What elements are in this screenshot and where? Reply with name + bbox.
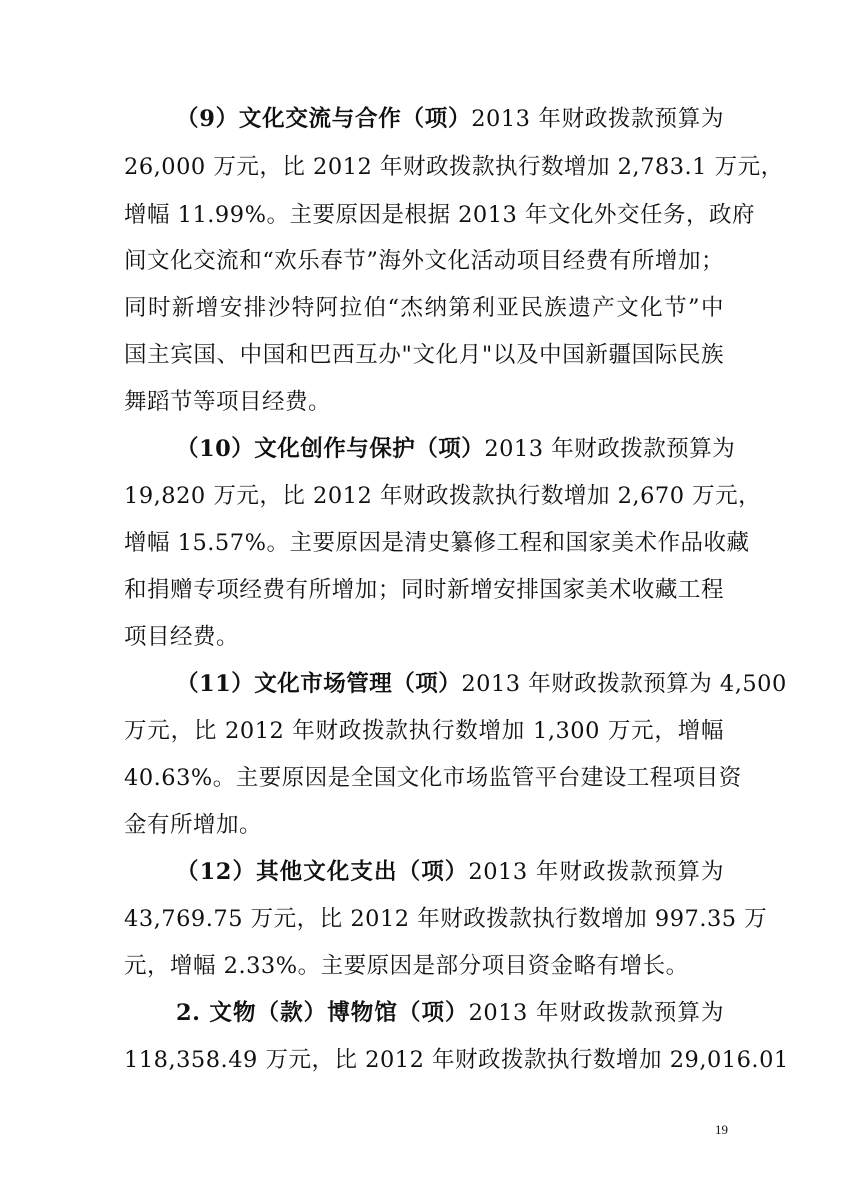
section-10-heading: （10）文化创作与保护（项） [176, 436, 485, 462]
section-9-line-4: 间文化交流和“欢乐春节”海外文化活动项目经费有所增加； [124, 248, 724, 274]
section-10-line-5: 项目经费。 [124, 624, 240, 650]
section-10-line-2: 19,820 万元，比 2012 年财政拨款执行数增加 2,670 万元， [124, 483, 762, 509]
section-10-line-3: 增幅 15.57%。主要原因是清史纂修工程和国家美术作品收藏 [124, 530, 750, 556]
section-9-line-3: 增幅 11.99%。主要原因是根据 2013 年文化外交任务，政府 [124, 202, 756, 228]
section-11-line-1 [176, 662, 787, 706]
section-10-line-4: 和捐赠专项经费有所增加；同时新增安排国家美术收藏工程 [124, 577, 724, 603]
section-12-text-1: 2013 年财政拨款预算为 [468, 859, 724, 885]
section-2-text-1: 2013 年财政拨款预算为 [468, 1000, 724, 1026]
section-9-line-1 [176, 97, 724, 141]
page-number: 19 [715, 1122, 728, 1137]
section-2-line-2: 118,358.49 万元，比 2012 年财政拨款执行数增加 29,016.01 [124, 1047, 789, 1073]
section-9-line-5: 同时新增安排沙特阿拉伯“杰纳第利亚民族遗产文化节”中 [124, 295, 724, 321]
section-9-line-6: 国主宾国、中国和巴西互办"文化月"以及中国新疆国际民族 [124, 342, 724, 368]
section-11-line-2: 万元，比 2012 年财政拨款执行数增加 1,300 万元，增幅 [124, 718, 724, 744]
section-12-line-2: 43,769.75 万元，比 2012 年财政拨款执行数增加 997.35 万 [124, 906, 768, 932]
section-11-line-3: 40.63%。主要原因是全国文化市场监管平台建设工程项目资 [124, 765, 742, 791]
section-9-text-1: 2013 年财政拨款预算为 [471, 106, 724, 132]
section-12-line-3: 元，增幅 2.33%。主要原因是部分项目资金略有增长。 [124, 953, 689, 979]
section-12-line-1 [176, 850, 724, 894]
section-10-line-1 [176, 427, 736, 471]
section-11-line-4: 金有所增加。 [124, 812, 263, 838]
section-11-heading: （11）文化市场管理（项） [176, 671, 462, 697]
section-9-heading: （9）文化交流与合作（项） [176, 106, 472, 132]
section-9-line-2: 26,000 万元，比 2012 年财政拨款执行数增加 2,783.1 万元， [124, 154, 784, 180]
section-12-heading: （12）其他文化支出（项） [176, 859, 469, 885]
section-2-heading: 2. 文物（款）博物馆（项） [176, 1000, 469, 1026]
section-9-line-7: 舞蹈节等项目经费。 [124, 389, 332, 415]
section-10-text-1: 2013 年财政拨款预算为 [484, 436, 736, 462]
section-2-line-1 [176, 991, 724, 1035]
section-11-text-1: 2013 年财政拨款预算为 4,500 [461, 671, 787, 697]
